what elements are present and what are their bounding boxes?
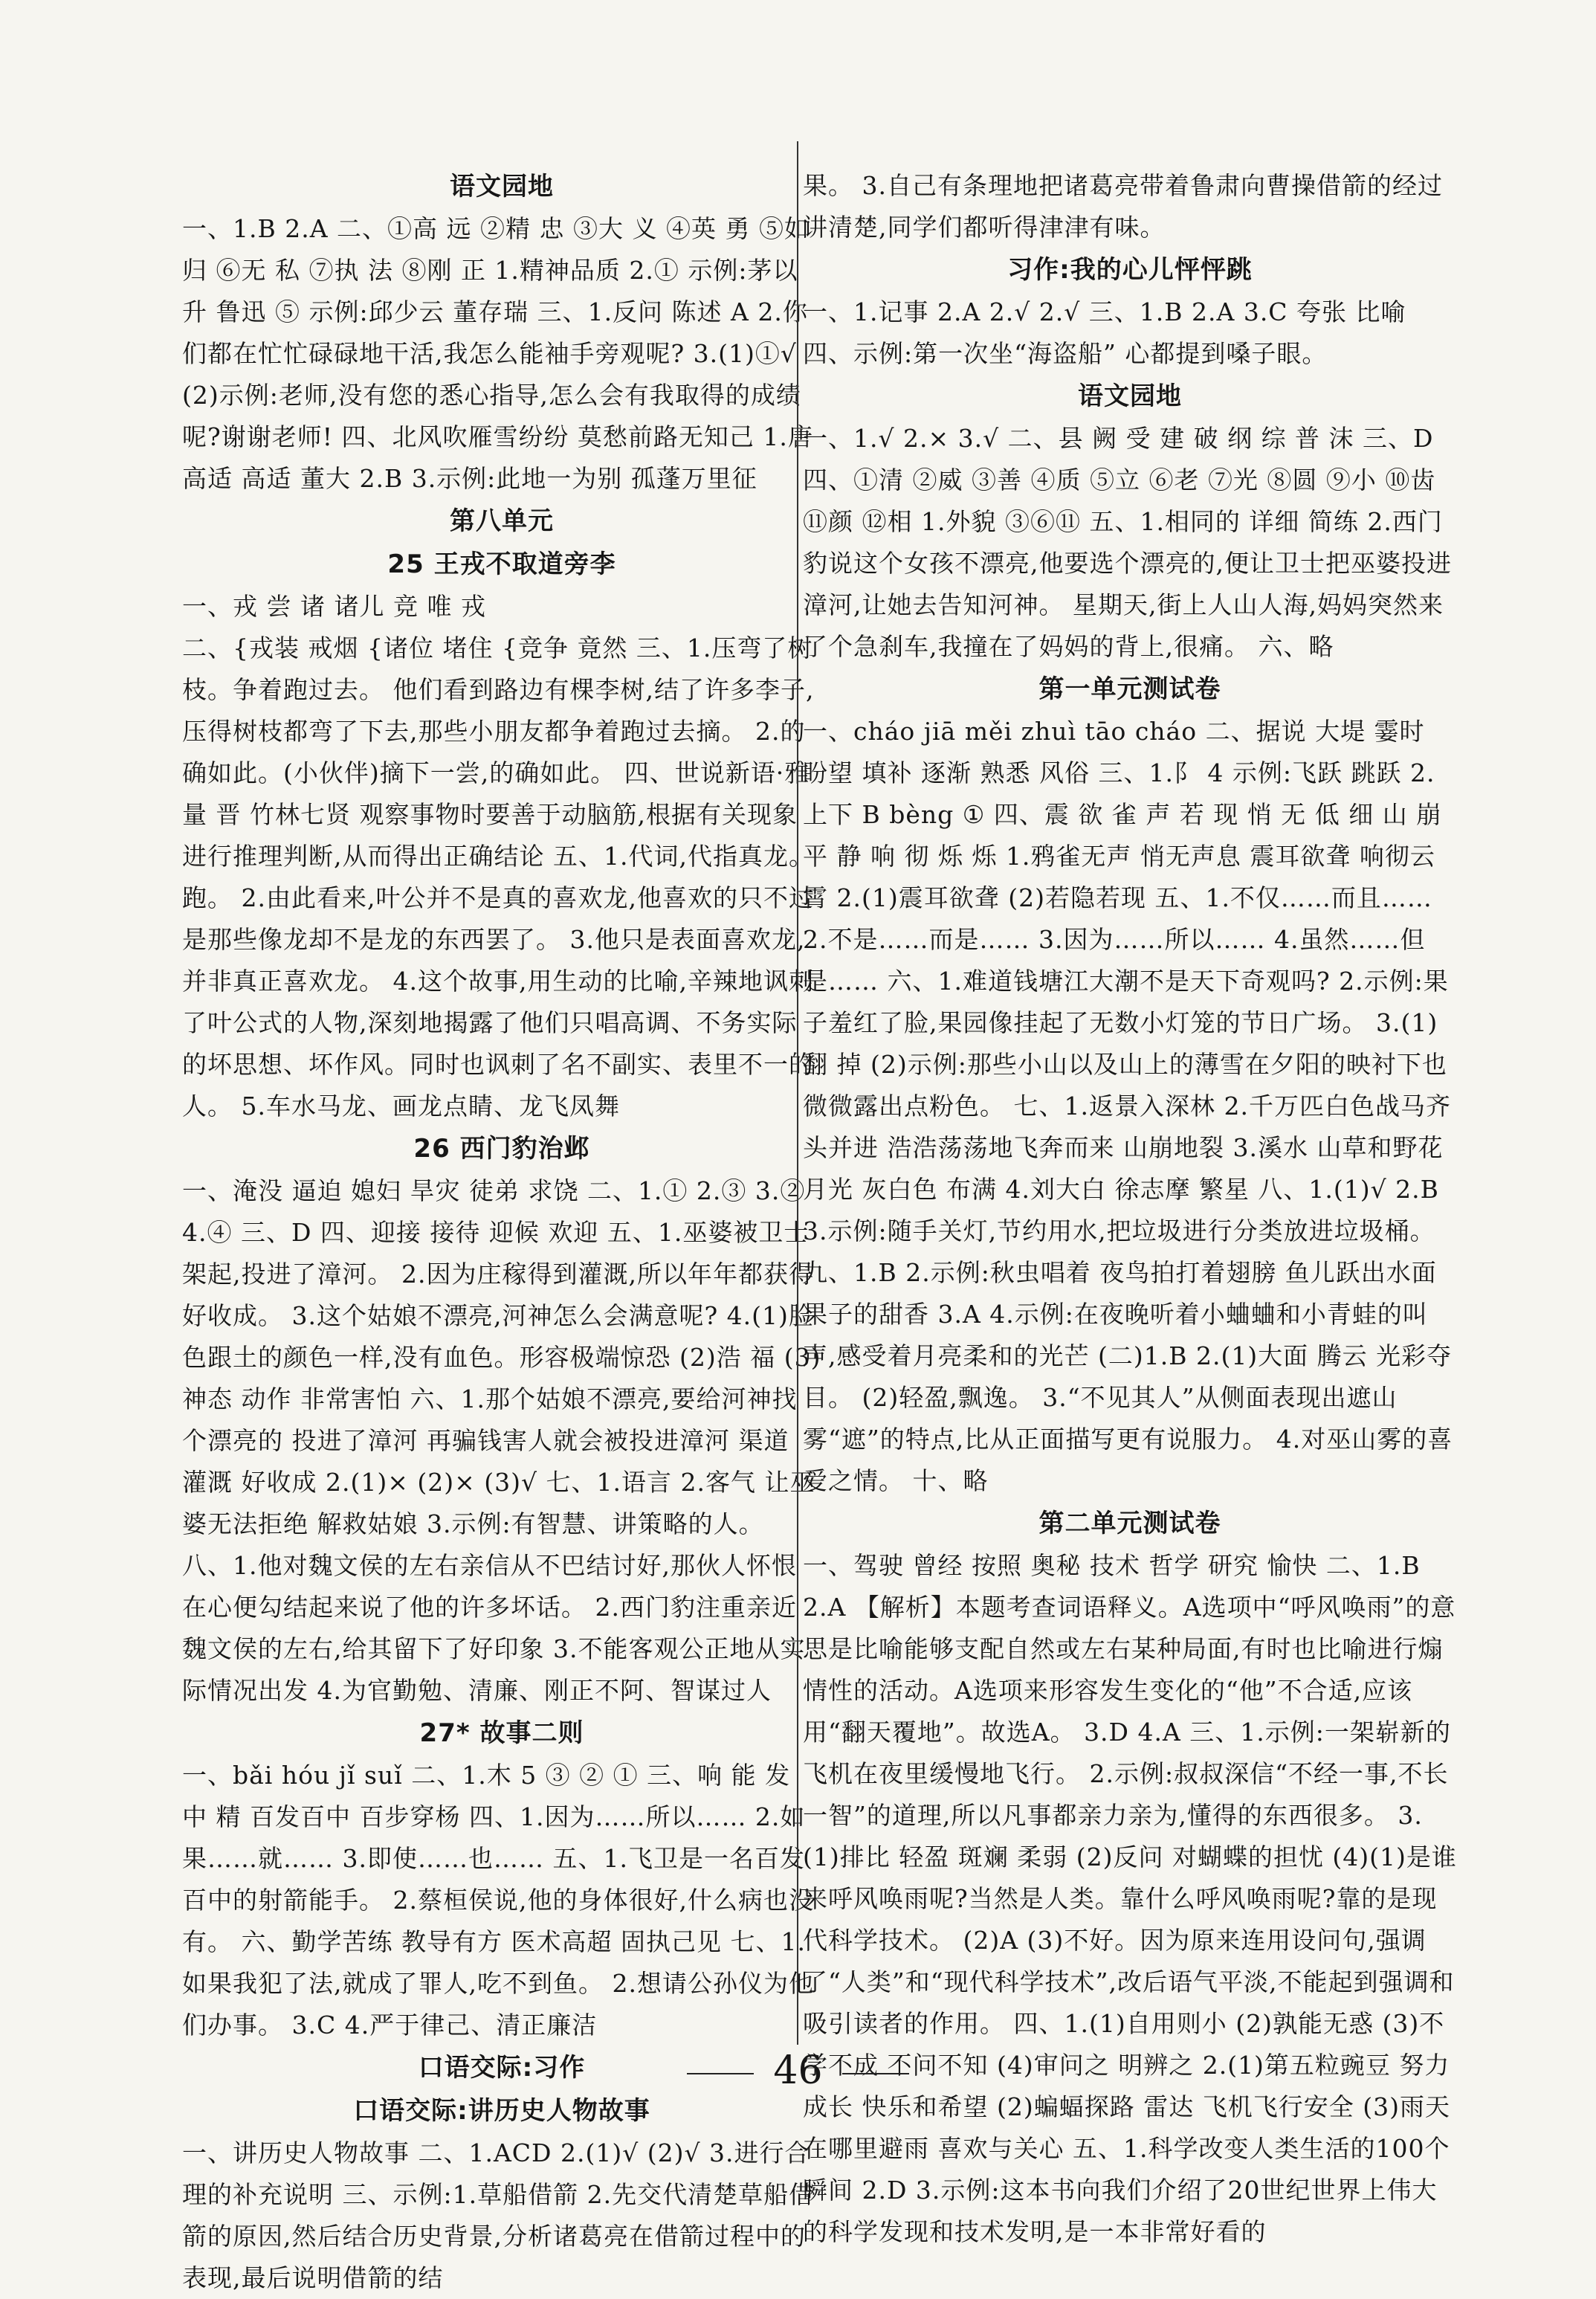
answer-paragraph: 一、讲历史人物故事 二、1.ACD 2.(1)√ (2)√ 3.进行合理的补充说明 三、示例:1.草船借箭 2.先交代清楚草船借箭的原因,然后结合历史背景,分析诸葛亮在借箭过程中的表现,最后说明借箭的结 — [182, 2138, 815, 2292]
answer-paragraph: 二、{戎装 戒烟 {诸位 堵住 {竞争 竟然 三、1.压弯了树枝。争着跑过去。 他们看到路边有棵李树,结了许多李子,压得树枝都弯了下去,那些小朋友都争着跑过去摘。 2.的确如此。(小伙伴)摘下一尝,的确如此。 四、世说新语·雅量 晋 竹林七贤 观察事物时要善于动脑筋,根据有关现象进行推理判断,从而得出正确结论 五、1.代词,代指真龙。 跑。 2.由此看来,叶公并不是真的喜欢龙,他喜欢的只不过是那些像龙却不是龙的东西罢了。 3.他只是表面喜欢龙,并非真正喜欢龙。 4.这个故事,用生动的比喻,辛辣地讽刺了叶公式的人物,深刻地揭露了他们只唱高调、不务实际的坏思想、坏作风。同时也讽刺了名不副实、表里不一的人。 5.车水马龙、画龙点睛、龙飞凤舞 — [182, 633, 815, 1121]
section-heading: 口语交际:讲历史人物故事 — [353, 2096, 650, 2126]
answer-paragraph: 一、淹没 逼迫 媳妇 旱灾 徒弟 求饶 二、1.① 2.③ 3.② 4.④ 三、D 四、迎接 接待 迎候 欢迎 五、1.巫婆被卫士架起,投进了漳河。 2.因为庄稼得到灌溉,所以年年都获得好收成。 3.这个姑娘不漂亮,河神怎么会满意呢? 4.(1)脸色跟土的颜色一样,没有血色。形容极端惊恐 (2)浩 福 (3)神态 动作 非常害怕 六、1.那个姑娘不漂亮,要给河神找个漂亮的 投进了漳河 再骗钱害人就会被投进漳河 渠道 灌溉 好收成 2.(1)× (2)× (3)√ 七、1.语言 2.客气 让巫婆无法拒绝 解救姑娘 3.示例:有智慧、讲策略的人。 — [182, 1176, 821, 1538]
left-column — [182, 165, 821, 2299]
answer-paragraph: 一、1.√ 2.× 3.√ 二、县 阙 受 建 破 纲 综 普 沫 三、D 四、①清 ②威 ③善 ④质 ⑤立 ⑥老 ⑦光 ⑧圆 ⑨小 ⑩齿 ⑪颜 ⑫相 1.外貌 ③⑥⑪ 五、1.相同的 详细 简练 2.西门豹说这个女孩不漂亮,他要选个漂亮的,便让卫士把巫婆投进漳河,让她去告知河神。 星期天,街上人山人海,妈妈突然来了个急刹车,我撞在了妈妈的背上,很痛。 六、略 — [803, 424, 1452, 661]
answer-paragraph: 一、1.B 2.A 二、①高 远 ②精 忠 ③大 义 ④英 勇 ⑤如 归 ⑥无 私 ⑦执 法 ⑧刚 正 1.精神品质 2.① 示例:茅以升 鲁迅 ⑤ 示例:邱少云 董存瑞 三、1.反问 陈述 A 2.你们都在忙忙碌碌地干活,我怎么能袖手旁观呢? 3.(1)①√ (2)示例:老师,没有您的悉心指导,怎么会有我取得的成绩呢?谢谢老师! 四、北风吹雁雪纷纷 莫愁前路无知己 1.唐 高适 高适 董大 2.B 3.示例:此地一为别 孤蓬万里征 — [182, 214, 813, 493]
answer-paragraph: 一、戎 尝 诸 诸儿 竞 唯 戎 — [182, 592, 486, 621]
section-heading: 26 西门豹治邺 — [413, 1134, 590, 1164]
section-heading: 习作:我的心儿怦怦跳 — [1007, 255, 1253, 285]
section-heading: 语文园地 — [1078, 381, 1182, 411]
answer-paragraph: 一、cháo jiā měi zhuì tāo cháo 二、据说 大堤 霎时 盼望 填补 逐渐 熟悉 风俗 三、1.阝 4 示例:飞跃 跳跃 2.上下 B bèng ① 四、震 欲 雀 声 若 现 悄 无 低 细 山 崩 平 静 响 彻 烁 烁 1.鸦雀无声 悄无声息 震耳欲聋 响彻云霄 2.(1)震耳欲聋 (2)若隐若现 五、1.不仅……而且…… 2.不是……而是…… 3.因为……所以…… 4.虽然……但是…… 六、1.难道钱塘江大潮不是天下奇观吗? 2.示例:果子羞红了脸,果园像挂起了无数小灯笼的节日广场。 3.(1)翻 掉 (2)示例:那些小山以及山上的薄雪在夕阳的映衬下也微微露出点粉色。 七、1.返景入深林 2.千万匹白色战马齐头并进 浩浩荡荡地飞奔而来 山崩地裂 3.溪水 山草和野花 月光 灰白色 布满 4.刘大白 徐志摩 繁星 八、1.(1)√ 2.B 3.示例:随手关灯,节约用水,把垃圾进行分类放进垃圾桶。 九、1.B 2.示例:秋虫唱着 夜鸟拍打着翅膀 鱼儿跃出水面 果子的甜香 3.A 4.示例:在夜晚听着小蛐蛐和小青蛙的叫声,感受着月亮柔和的光芒 (二)1.B 2.(1)大面 腾云 光彩夺目。 (2)轻盈,飘逸。 3.“不见其人”从侧面表现出遮山雾“遮”的特点,比从正面描写更有说服力。 4.对巫山雾的喜爱之情。 十、略 — [803, 717, 1453, 1495]
page-number-dash-right — [842, 2073, 909, 2074]
right-column — [803, 165, 1457, 2253]
section-heading: 27* 故事二则 — [419, 1718, 584, 1748]
page-number — [0, 2048, 1596, 2093]
section-heading: 口语交际:习作 — [418, 2053, 586, 2083]
section-heading: 第一单元测试卷 — [1038, 674, 1221, 704]
page-number-text: 46 — [773, 2048, 823, 2093]
answer-paragraph: 果。 3.自己有条理地把诸葛亮带着鲁肃向曹操借箭的经过讲清楚,同学们都听得津津有味。 — [803, 171, 1443, 242]
section-heading: 25 王戎不取道旁李 — [387, 549, 616, 579]
answer-paragraph: 一、bǎi hóu jǐ suǐ 二、1.木 5 ③ ② ① 三、响 能 发 中 精 百发百中 百步穿杨 四、1.因为……所以…… 2.如果……就…… 3.即使……也…… 五、1.飞卫是一名百发百中的射箭能手。 2.蔡桓侯说,他的身体很好,什么病也没有。 六、勤学苦练 教导有方 医术高超 固执己见 七、1.如果我犯了法,就成了罪人,吃不到鱼。 2.想请公孙仪为他们办事。 3.C 4.严于律己、清正廉洁 — [182, 1761, 814, 2040]
answer-paragraph: 一、驾驶 曾经 按照 奥秘 技术 哲学 研究 愉快 二、1.B 2.A 【解析】本题考查词语释义。A选项中“呼风唤雨”的意思是比喻能够支配自然或左右某种局面,有时也比喻进行煽情性的活动。A选项来形容发生变化的“他”不合适,应该用“翻天覆地”。故选A。 3.D 4.A 三、1.示例:一架崭新的飞机在夜里缓慢地飞行。 2.示例:叔叔深信“不经一事,不长一智”的道理,所以凡事都亲力亲为,懂得的东西很多。 3.(1)排比 轻盈 斑斓 柔弱 (2)反问 对蝴蝶的担忧 (4)(1)是谁来呼风唤雨呢?当然是人类。靠什么呼风唤雨呢?靠的是现代科学技术。 (2)A (3)不好。因为原来连用设问句,强调了“人类”和“现代科学技术”,改后语气平淡,不能起到强调和吸引读者的作用。 四、1.(1)自用则小 (2)孰能无惑 (3)不学不成 不问不知 (4)审问之 明辨之 2.(1)第五粒豌豆 努力成长 快乐和希望 (2)蝙蝠探路 雷达 飞机飞行安全 (3)雨天在哪里避雨 喜欢与关心 五、1.科学改变人类生活的100个瞬间 2.D 3.示例:这本书向我们介绍了20世纪世界上伟大的科学发现和技术发明,是一本非常好看的 — [803, 1551, 1457, 2246]
answer-paragraph: 八、1.他对魏文侯的左右亲信从不巴结讨好,那伙人怀恨在心便勾结起来说了他的许多坏话。 2.西门豹注重亲近魏文侯的左右,给其留下了好印象 3.不能客观公正地从实际情况出发 4.为官勤勉、清廉、刚正不阿、智谋过人 — [182, 1551, 806, 1705]
section-heading: 第二单元测试卷 — [1038, 1509, 1221, 1538]
section-heading: 第八单元 — [450, 506, 554, 536]
page-number-dash-left — [687, 2073, 754, 2074]
column-divider — [797, 141, 798, 2045]
answer-paragraph: 一、1.记事 2.A 2.√ 2.√ 三、1.B 2.A 3.C 夸张 比喻 四、示例:第一次坐“海盗船” 心都提到嗓子眼。 — [803, 297, 1406, 368]
section-heading: 语文园地 — [450, 172, 554, 201]
